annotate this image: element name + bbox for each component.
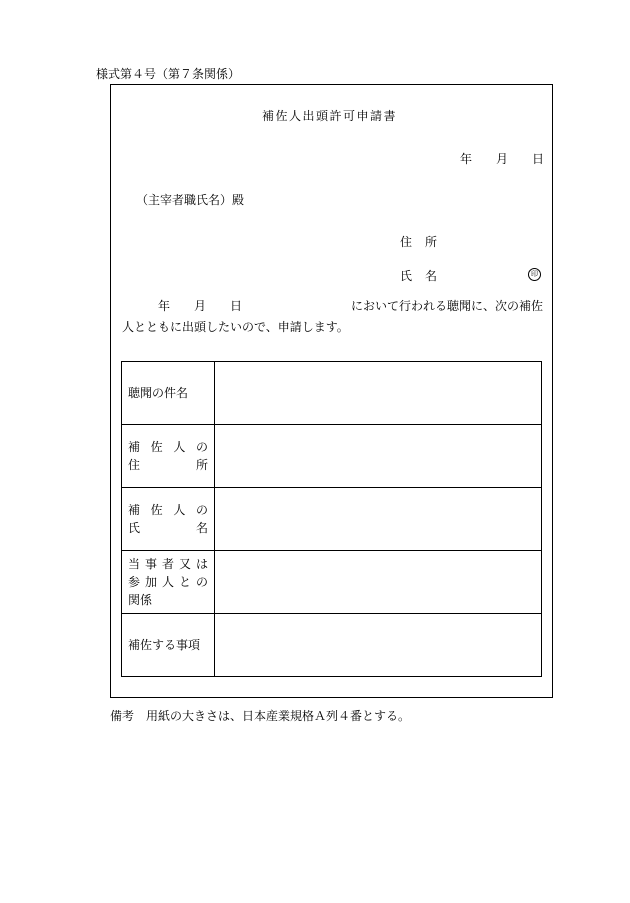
table-row-matters bbox=[122, 614, 542, 677]
body-month-label: 月 bbox=[194, 299, 207, 313]
body-day-label: 日 bbox=[230, 299, 243, 313]
date-day-label: 日 bbox=[532, 152, 545, 166]
label-hearing-subject: 聴聞の件名 bbox=[122, 362, 215, 425]
date-month-label: 月 bbox=[496, 152, 509, 166]
field-assistant-address[interactable] bbox=[215, 425, 542, 488]
document-title: 補佐人出頭許可申請書 bbox=[262, 109, 398, 123]
label-assistant-address: 補 佐 人 の 住 所 bbox=[122, 425, 215, 488]
application-table bbox=[121, 361, 542, 677]
label-relation: 当 事 者 又 は 参 加 人 と の 関係 bbox=[122, 551, 215, 614]
field-assisting-matters[interactable] bbox=[215, 614, 542, 677]
name-label-char-2: 名 bbox=[425, 269, 438, 283]
remarks-note: 備考 用紙の大きさは、日本産業規格Ａ列４番とする。 bbox=[110, 709, 411, 723]
table-row-assistant-address bbox=[122, 425, 542, 488]
addressee: （主宰者職氏名）殿 bbox=[136, 193, 245, 207]
form-number: 様式第４号（第７条関係） bbox=[96, 67, 241, 81]
field-hearing-subject[interactable] bbox=[215, 362, 542, 425]
table-row-relation bbox=[122, 551, 542, 614]
table-row-hearing bbox=[122, 362, 542, 425]
name-label-char-1: 氏 bbox=[400, 269, 413, 283]
address-label-char-1: 住 bbox=[400, 235, 413, 249]
field-relation[interactable] bbox=[215, 551, 542, 614]
address-label-char-2: 所 bbox=[425, 235, 438, 249]
label-assisting-matters: 補佐する事項 bbox=[122, 614, 215, 677]
label-assistant-name: 補 佐 人 の 氏 名 bbox=[122, 488, 215, 551]
field-assistant-name[interactable] bbox=[215, 488, 542, 551]
date-year-label: 年 bbox=[460, 152, 473, 166]
seal-icon: 印 bbox=[528, 268, 541, 281]
table-row-assistant-name bbox=[122, 488, 542, 551]
body-text-line2: 人とともに出頭したいので、申請します。 bbox=[122, 320, 349, 334]
body-year-label: 年 bbox=[158, 299, 171, 313]
body-text-line1: において行われる聴聞に、次の補佐 bbox=[351, 299, 544, 313]
